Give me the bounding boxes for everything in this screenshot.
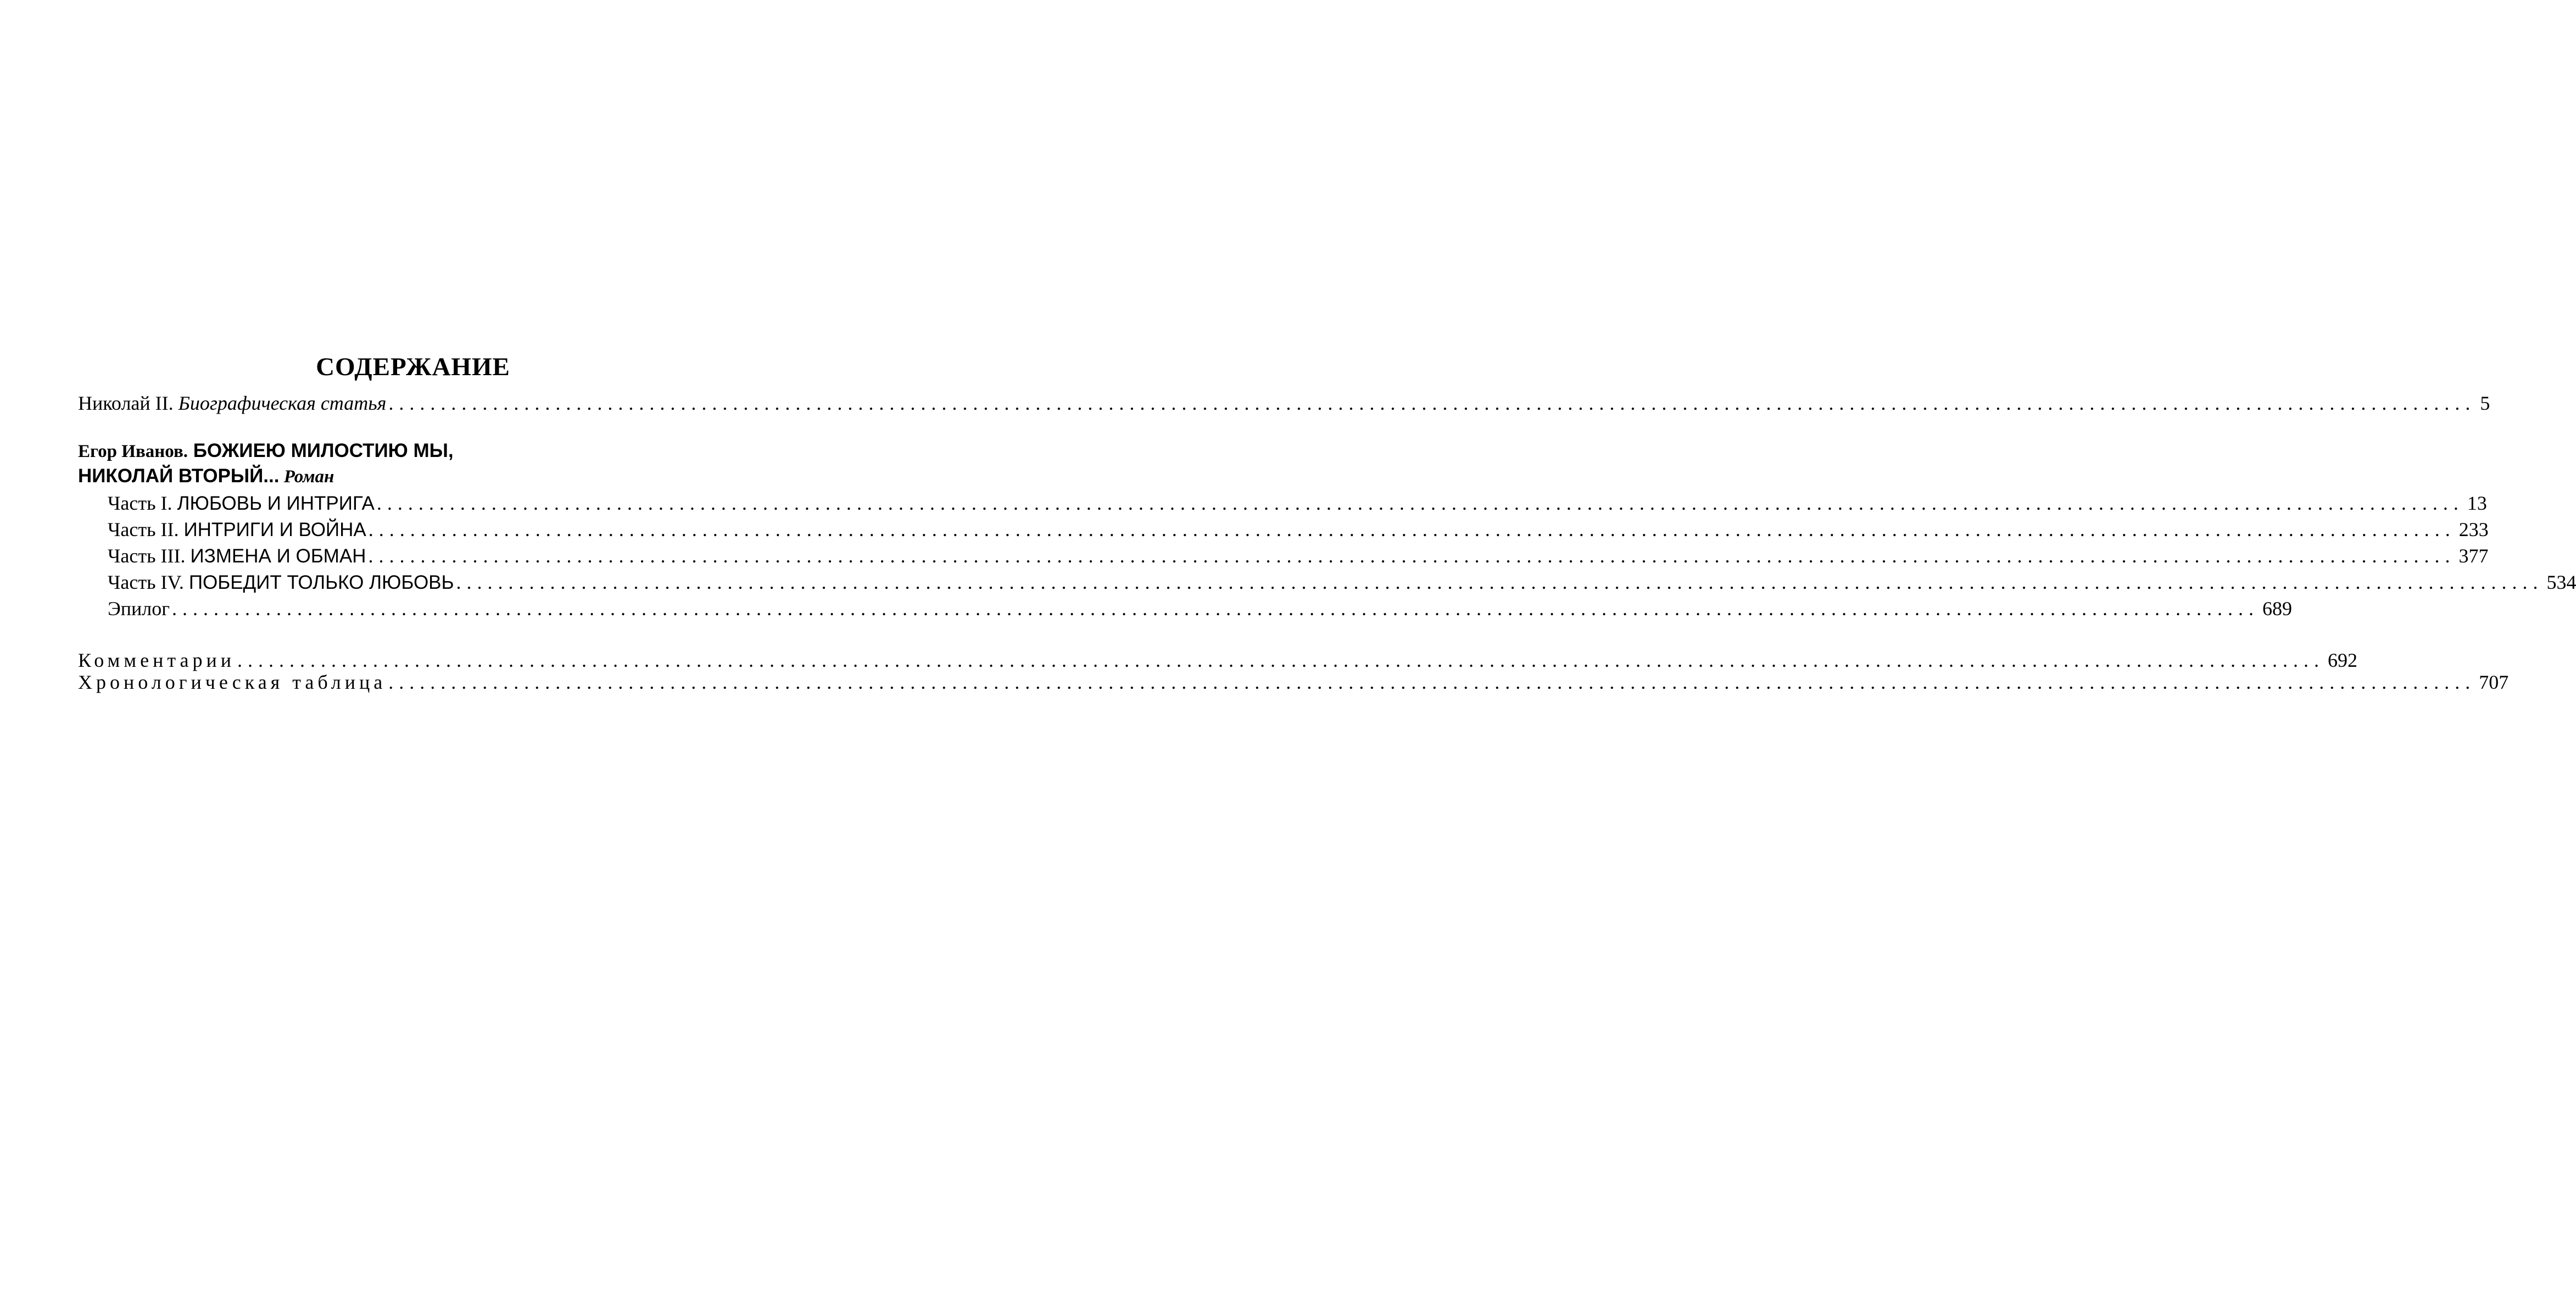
part-name: ЛЮБОВЬ И ИНТРИГА: [177, 493, 375, 514]
part-prefix: Часть III.: [108, 545, 191, 567]
part-prefix: Часть I.: [108, 492, 177, 514]
novel-author: Егор Иванов.: [78, 442, 188, 461]
toc-entry-label: [108, 595, 170, 622]
page-number: 692: [2328, 649, 2358, 671]
novel-genre: Роман: [279, 467, 334, 487]
toc-entry-comments[interactable]: [78, 649, 2358, 671]
toc-entry-label: [108, 543, 366, 570]
toc-entry-part-4[interactable]: [108, 569, 2576, 595]
part-prefix: Часть IV.: [108, 571, 189, 593]
dot-leader: ........................................................................................................................................................................................................: [388, 671, 2476, 693]
page-number: 689: [2262, 598, 2293, 620]
novel-parts: [108, 490, 2576, 622]
toc-entry-label: [78, 390, 386, 416]
page-number: 5: [2480, 392, 2490, 414]
toc-entry-label: [108, 569, 454, 596]
novel-title-line-2: НИКОЛАЙ ВТОРЫЙ...: [78, 465, 280, 487]
dot-leader: ........................................................................................................................................................................................................: [456, 571, 2544, 593]
dot-leader: ........................................................................................................................................................................................................: [376, 492, 2464, 514]
dot-leader: ........................................................................................................................................................................................................: [388, 392, 2476, 414]
toc-entry-part-2[interactable]: [108, 516, 2489, 543]
part-prefix: Часть II.: [108, 519, 184, 540]
page-number: 377: [2458, 545, 2489, 567]
novel-heading: [78, 438, 726, 489]
toc-entry-label: Хронологическая таблица: [78, 671, 387, 693]
novel-heading-line-2: [78, 464, 726, 489]
dot-leader: ........................................................................................................................................................................................................: [237, 649, 2325, 671]
toc-entry-epilogue[interactable]: [108, 595, 2293, 622]
page-number: 233: [2458, 519, 2489, 540]
intro-label-italic: Биографическая статья: [178, 392, 387, 414]
dot-leader: ........................................................................................................................................................................................................: [172, 598, 2260, 620]
novel-title-line-1: БОЖИЕЮ МИЛОСТИЮ МЫ,: [188, 440, 454, 461]
page-number: 13: [2467, 492, 2487, 514]
page-number: 707: [2479, 671, 2509, 693]
toc-entry-part-3[interactable]: [108, 543, 2489, 569]
intro-label-plain: Николай II.: [78, 392, 179, 414]
toc-entry-label: Комментарии: [78, 649, 236, 671]
part-name: ИНТРИГИ И ВОЙНА: [183, 519, 366, 540]
toc-heading: СОДЕРЖАНИЕ: [316, 353, 510, 381]
part-name: ИЗМЕНА И ОБМАН: [190, 545, 366, 567]
part-prefix: Эпилог: [108, 598, 170, 620]
page-number: 534: [2546, 571, 2576, 593]
novel-heading-line-1: [78, 438, 726, 464]
toc-entry-label: [108, 516, 366, 543]
appendix-entries: [78, 649, 2509, 693]
toc-entry-chronology[interactable]: [78, 671, 2509, 693]
toc-entry-label: [108, 490, 375, 517]
table-of-contents: [78, 352, 2576, 693]
part-name: ПОБЕДИТ ТОЛЬКО ЛЮБОВЬ: [188, 572, 454, 593]
toc-entry-intro[interactable]: [78, 390, 2490, 416]
dot-leader: ........................................................................................................................................................................................................: [368, 545, 2456, 567]
toc-entry-part-1[interactable]: [108, 490, 2487, 516]
dot-leader: ........................................................................................................................................................................................................: [368, 519, 2456, 540]
